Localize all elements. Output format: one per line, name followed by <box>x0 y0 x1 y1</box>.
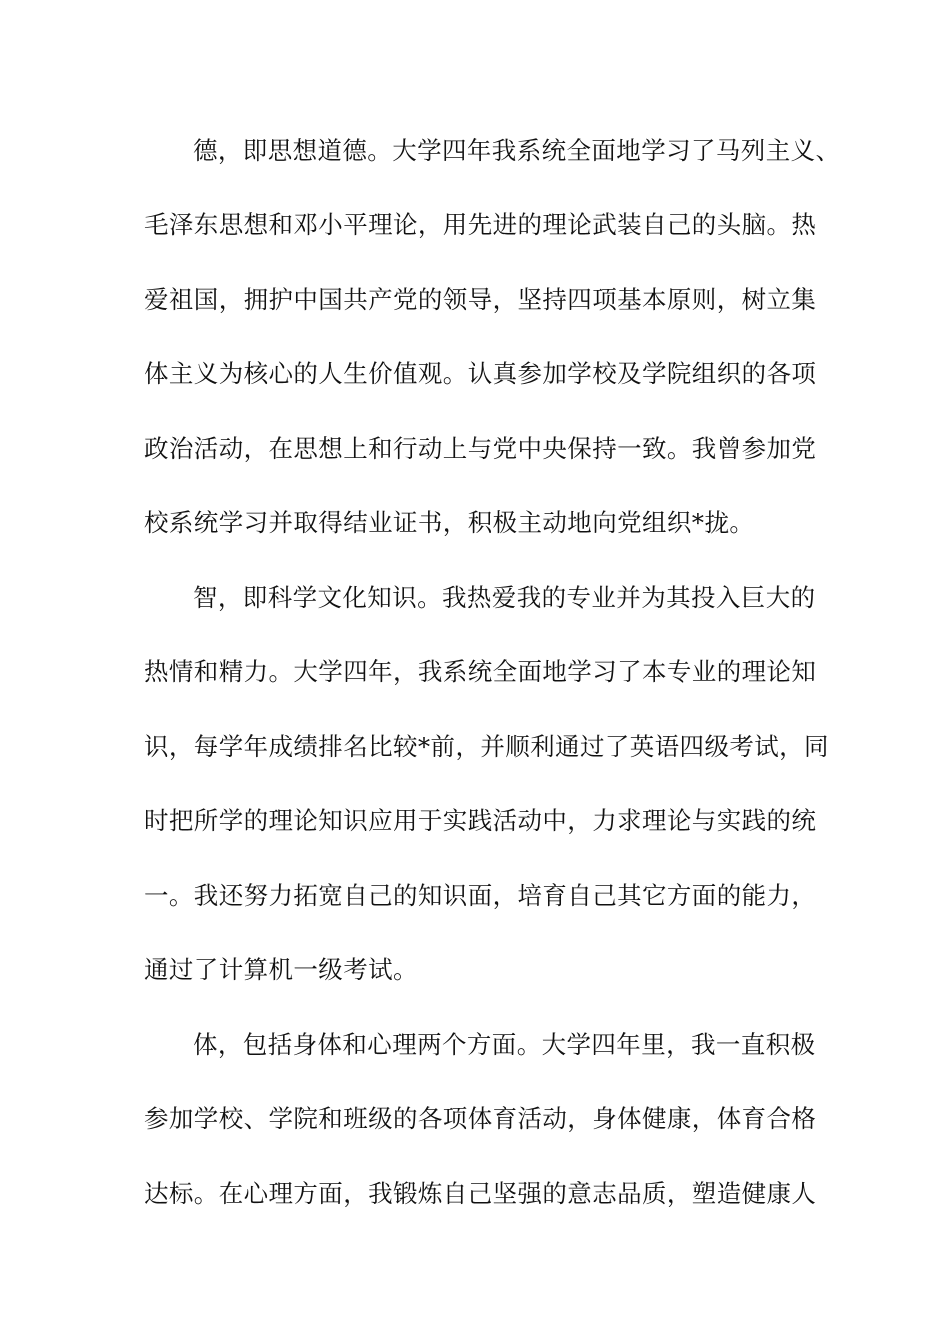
text-line: 识，每学年成绩排名比较*前，并顺利通过了英语四级考试，同 <box>144 732 829 761</box>
text-line: 热情和精力。大学四年，我系统全面地学习了本专业的理论知 <box>144 657 817 686</box>
text-line: 智，即科学文化知识。我热爱我的专业并为其投入巨大的 <box>193 583 816 612</box>
text-line: 体，包括身体和心理两个方面。大学四年里，我一直积极 <box>193 1030 816 1059</box>
text-line: 通过了计算机一级考试。 <box>144 955 418 984</box>
text-line: 校系统学习并取得结业证书，积极主动地向党组织*拢。 <box>144 508 755 537</box>
text-line: 达标。在心理方面，我锻炼自己坚强的意志品质，塑造健康人 <box>144 1179 817 1208</box>
text-line: 体主义为核心的人生价值观。认真参加学校及学院组织的各项 <box>144 359 817 388</box>
text-line: 参加学校、学院和班级的各项体育活动，身体健康，体育合格 <box>144 1104 817 1133</box>
text-line: 德，即思想道德。大学四年我系统全面地学习了马列主义、 <box>193 136 841 165</box>
text-line: 时把所学的理论知识应用于实践活动中，力求理论与实践的统 <box>144 806 817 835</box>
text-line: 毛泽东思想和邓小平理论，用先进的理论武装自己的头脑。热 <box>144 210 817 239</box>
text-line: 一。我还努力拓宽自己的知识面，培育自己其它方面的能力， <box>144 881 817 910</box>
text-line: 爱祖国，拥护中国共产党的领导，坚持四项基本原则，树立集 <box>144 285 817 314</box>
text-line: 政治活动，在思想上和行动上与党中央保持一致。我曾参加党 <box>144 434 817 463</box>
